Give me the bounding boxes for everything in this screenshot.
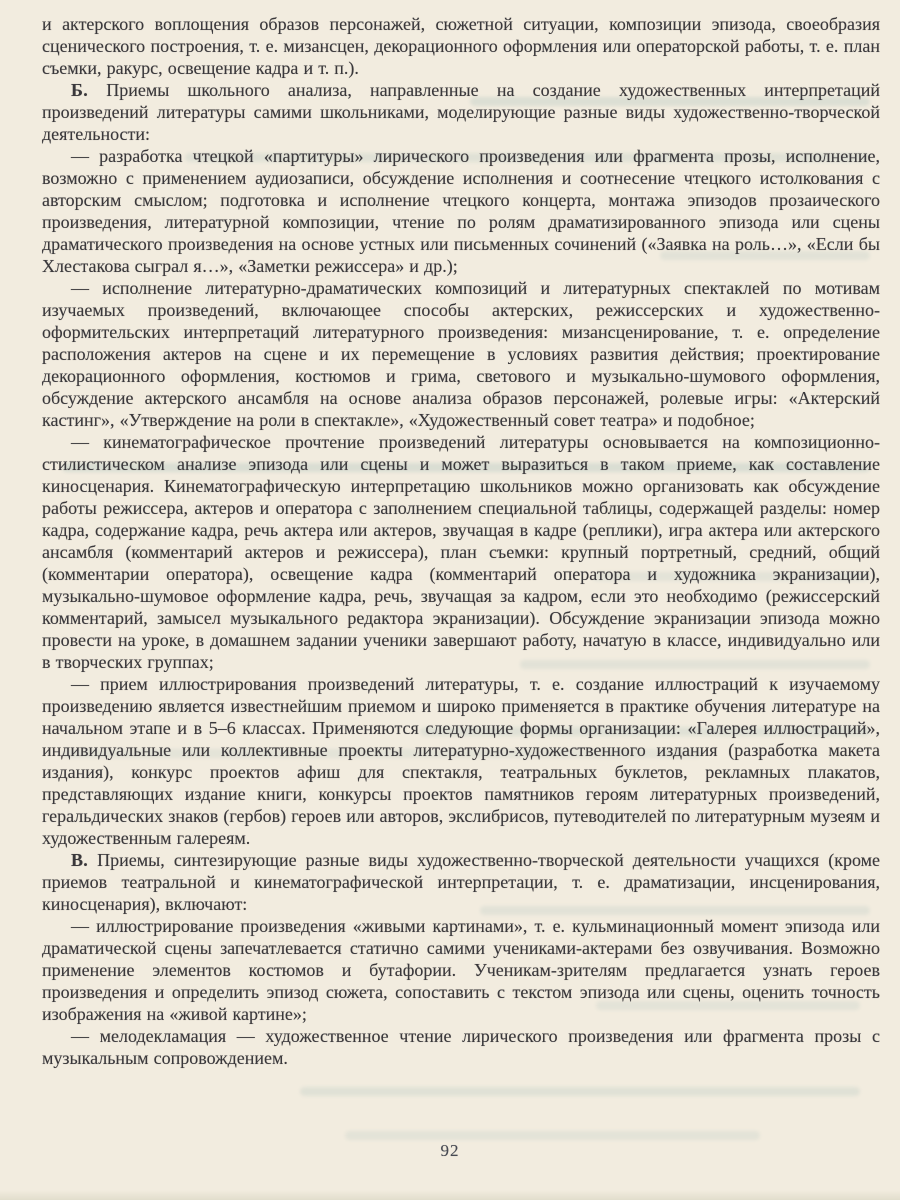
paragraph-text: — иллюстрирование произведения «живыми картинами», т. е. кульминационный момент эпизода или драматической сцены запечатлевается статично самими учениками-актерами без озвучивания. Возможно применение элементов костюмов и бутафории. Ученикам-зрителям предлагается узнать героев произведения и определить эпизод сюжета, сопоставить с текстом эпизода или сцены, оценить точность изображения на «живой картине»; xyxy=(42,916,880,1024)
scan-artifact xyxy=(300,1087,860,1096)
paragraph-text: — разработка чтецкой «партитуры» лирического произведения или фрагмента прозы, исполнение, возможно с применением аудиозаписи, обсуждение исполнения и соотнесение чтецкого истолкования с авторским смыслом; подготовка и исполнение чтецкого концерта, монтажа эпизодов прозаического произведения, литературной композиции, чтение по ролям драматизированного эпизода или сцены драматического произведения на основе устных или письменных сочинений («Заявка на роль…», «Если бы Хлестакова сыграл я…», «Заметки режиссера» и др.); xyxy=(42,146,880,276)
text-column xyxy=(42,13,880,1069)
paragraph-text: и актерского воплощения образов персонажей, сюжетной ситуации, композиции эпизода, своеобразия сценического построения, т. е. мизансцен, декорационного оформления или операторской работы, т. е. план съемки, ракурс, освещение кадра и т. п.). xyxy=(42,14,880,78)
section-letter: В. xyxy=(71,850,89,870)
scan-artifact xyxy=(345,1131,760,1140)
paragraph xyxy=(42,431,880,673)
paragraph-text: Приемы школьного анализа, направленные на создание художественных интерпретаций произведений литературы самими школьниками, моделирующие разные виды художественно-творческой деятельности: xyxy=(42,80,880,144)
paragraph xyxy=(42,673,880,849)
paragraph-text: Приемы, синтезирующие разные виды художественно-творческой деятельности учащихся (кроме приемов театральной и кинематографической интерпретации, т. е. драматизации, инсценирования, киносценария), включают: xyxy=(42,850,880,914)
paragraph xyxy=(42,145,880,277)
paragraph-text: — кинематографическое прочтение произведений литературы основывается на композиционно-стилистическом анализе эпизода или сцены и может выразиться в таком приеме, как составление киносценария. Кинематографическую интерпретацию школьников можно организовать как обсуждение работы режиссера, актеров и оператора с заполнением специальной таблицы, содержащей разделы: номер кадра, содержание кадра, речь актера или актеров, звучащая в кадре (реплики), игра актера или актерского ансамбля (комментарий актеров и режиссера), план съемки: крупный портретный, средний, общий (комментарии оператора), освещение кадра (комментарий оператора и художника экранизации), музыкально-шумовое оформление кадра, речь, звучащая за кадром, если это необходимо (режиссерский комментарий, замысел музыкального редактора экранизации). Обсуждение экранизации эпизода можно провести на уроке, в домашнем задании ученики завершают работу, начатую в классе, индивидуально или в творческих группах; xyxy=(42,432,880,672)
paragraph xyxy=(42,13,880,79)
page-number: 92 xyxy=(440,1141,460,1160)
paragraph-text: — мелодекламация — художественное чтение лирического произведения или фрагмента прозы с музыкальным сопровождением. xyxy=(42,1026,880,1068)
section-letter: Б. xyxy=(71,80,89,100)
paragraph-text: — прием иллюстрирования произведений литературы, т. е. создание иллюстраций к изучаемому произведению является известнейшим приемом и широко применяется в практике обучения литературе на начальном этапе и в 5–6 классах. Применяются следующие формы организации: «Галерея иллюстраций», индивидуальные или коллективные проекты литературно-художественного издания (разработка макета издания), конкурс проектов афиш для спектакля, театральных буклетов, рекламных плакатов, представляющих издание книги, конкурсы проектов памятников героям литературных произведений, геральдических знаков (гербов) героев или авторов, экслибрисов, путеводителей по литературным музеям и художественным галереям. xyxy=(42,674,880,848)
paragraph xyxy=(42,79,880,145)
paragraph xyxy=(42,849,880,915)
paragraph-text: — исполнение литературно-драматических композиций и литературных спектаклей по мотивам изучаемых произведений, включающее способы актерских, режиссерских и художественно-оформительских интерпретаций литературного произведения: мизансценирование, т. е. определение расположения актеров на сцене и их перемещение в условиях развития действия; проектирование декорационного оформления, костюмов и грима, светового и музыкально-шумового оформления, обсуждение актерского ансамбля на основе анализа образов персонажей, ролевые игры: «Актерский кастинг», «Утверждение на роли в спектакле», «Художественный совет театра» и подобное; xyxy=(42,278,880,430)
page-edge-shadow xyxy=(0,1190,900,1200)
paragraph xyxy=(42,1025,880,1069)
paragraph xyxy=(42,277,880,431)
paragraph xyxy=(42,915,880,1025)
